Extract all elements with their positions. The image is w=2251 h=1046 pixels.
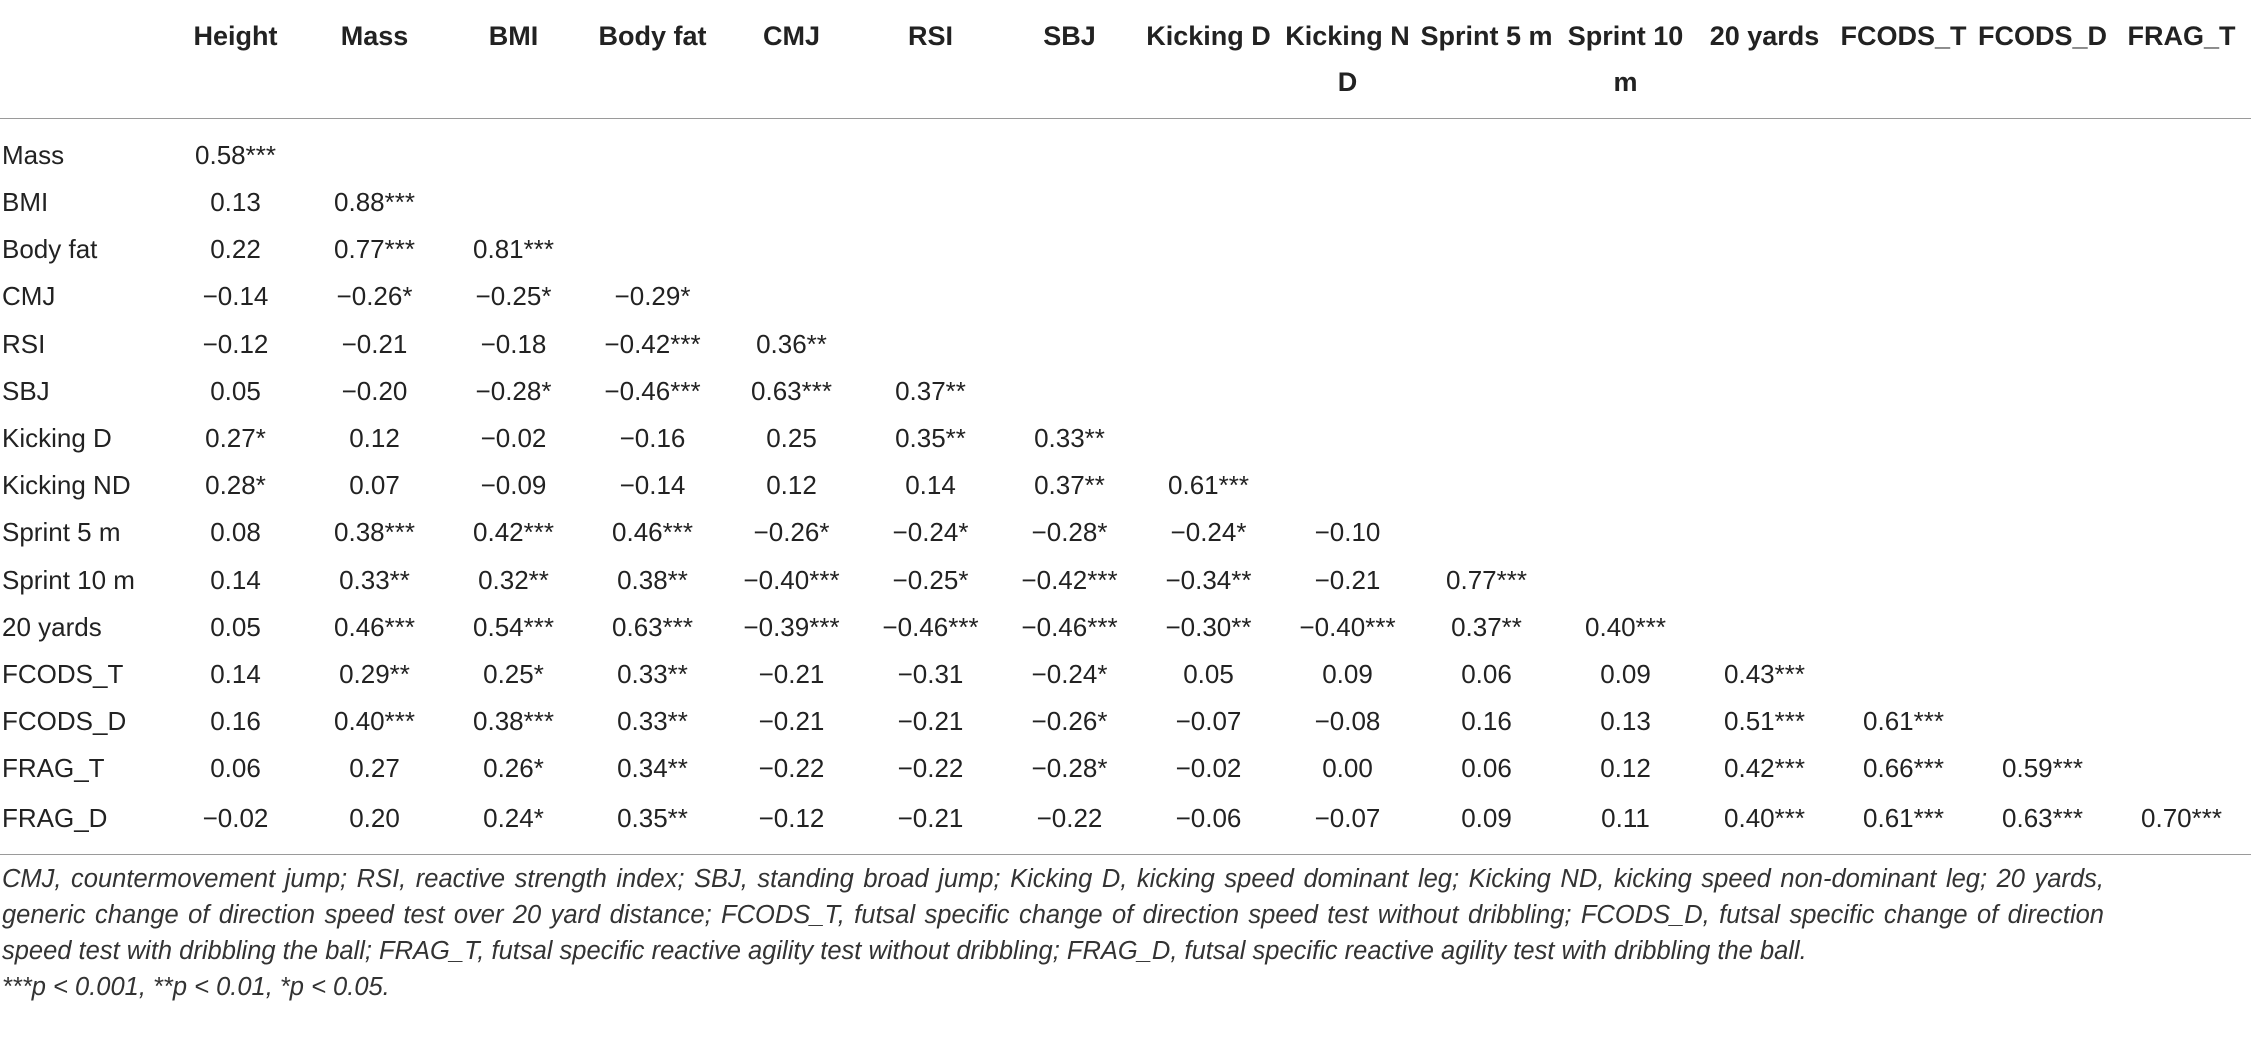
correlation-cell: 0.00 [1322, 753, 1373, 784]
column-header [1139, 0, 1278, 119]
row-label: Sprint 10 m [2, 564, 135, 595]
correlation-cell: −0.22 [1000, 792, 1139, 855]
column-header [1834, 0, 1973, 119]
correlation-cell [1973, 604, 2112, 651]
correlation-cell [861, 226, 1000, 273]
correlation-cell [1278, 273, 1417, 320]
correlation-cell: 0.38** [617, 564, 688, 595]
correlation-cell [1417, 368, 1556, 415]
correlation-cell [1556, 273, 1695, 320]
row-label: 20 yards [2, 611, 102, 642]
correlation-cell [1556, 226, 1695, 273]
correlation-cell [1834, 604, 1973, 651]
correlation-cell [1973, 462, 2112, 509]
correlation-cell [2112, 368, 2251, 415]
correlation-cell: −0.28* [475, 375, 552, 406]
correlation-cell: −0.42*** [1021, 564, 1118, 595]
correlation-cell [1695, 368, 1834, 415]
correlation-cell: −0.46*** [1021, 611, 1118, 642]
correlation-cell [2112, 321, 2251, 368]
correlation-cell [722, 273, 861, 320]
correlation-cell: 0.22 [210, 234, 261, 265]
column-header-label: Kicking ND [1285, 21, 1410, 97]
correlation-cell: 0.88*** [334, 187, 415, 218]
correlation-cell: −0.06 [1139, 792, 1278, 855]
correlation-cell: −0.02 [166, 792, 305, 855]
column-header [1695, 0, 1834, 119]
row-label: FCODS_T [2, 658, 124, 689]
correlation-cell [1278, 415, 1417, 462]
correlation-cell: −0.21 [758, 706, 825, 737]
row-label: RSI [2, 328, 46, 359]
correlation-cell [1417, 226, 1556, 273]
correlation-cell: 0.25 [766, 423, 817, 454]
correlation-cell [1973, 557, 2112, 604]
correlation-cell: 0.13 [210, 187, 261, 218]
correlation-cell: −0.46*** [604, 375, 701, 406]
row-label: FRAG_T [2, 753, 105, 784]
row-label: Mass [2, 139, 65, 170]
correlation-cell: 0.77*** [1446, 564, 1527, 595]
correlation-cell [444, 179, 583, 226]
correlation-cell: 0.54*** [473, 611, 554, 642]
column-header-label: FCODS_T [1840, 21, 1967, 51]
correlation-cell: 0.09 [1600, 658, 1651, 689]
table-row [0, 745, 2251, 792]
correlation-cell [1278, 462, 1417, 509]
correlation-cell [2112, 698, 2251, 745]
correlation-cell: 0.13 [1600, 706, 1651, 737]
correlation-cell: 0.20 [305, 792, 444, 855]
correlation-cell: −0.21 [758, 658, 825, 689]
correlation-cell [1834, 273, 1973, 320]
correlation-cell: −0.28* [1031, 517, 1108, 548]
correlation-cell [1556, 179, 1695, 226]
correlation-cell [1834, 226, 1973, 273]
column-header-label: 20 yards [1709, 21, 1820, 51]
correlation-cell: −0.21 [1314, 564, 1381, 595]
column-header-label: Sprint 5 m [1420, 21, 1553, 51]
correlation-cell: 0.32** [478, 564, 549, 595]
correlation-cell: 0.51*** [1724, 706, 1805, 737]
correlation-cell: 0.37** [1451, 611, 1522, 642]
column-header [1278, 0, 1417, 119]
correlation-cell: −0.42*** [604, 328, 701, 359]
correlation-cell [1556, 462, 1695, 509]
correlation-cell: 0.66*** [1863, 753, 1944, 784]
correlation-cell: 0.33** [339, 564, 410, 595]
column-header [2112, 0, 2251, 119]
table-row [0, 792, 2251, 855]
correlation-cell [305, 119, 444, 180]
correlation-cell: 0.14 [210, 564, 261, 595]
correlation-cell [2112, 604, 2251, 651]
correlation-cell: 0.06 [210, 753, 261, 784]
correlation-cell: 0.33** [1034, 423, 1105, 454]
correlation-cell: 0.70*** [2112, 792, 2251, 855]
correlation-cell: 0.25* [483, 658, 544, 689]
correlation-cell [1695, 509, 1834, 556]
correlation-cell [1834, 368, 1973, 415]
correlation-cell [1834, 509, 1973, 556]
correlation-cell: −0.21 [861, 792, 1000, 855]
correlation-cell [1139, 321, 1278, 368]
table-row [0, 698, 2251, 745]
correlation-cell [1695, 415, 1834, 462]
correlation-cell: −0.10 [1314, 517, 1381, 548]
correlation-cell [1000, 273, 1139, 320]
correlation-cell: −0.25* [475, 281, 552, 312]
column-header-label: SBJ [1043, 21, 1096, 51]
correlation-cell [861, 321, 1000, 368]
correlation-cell [2112, 509, 2251, 556]
correlation-cell: −0.40*** [1299, 611, 1396, 642]
correlation-cell: 0.38*** [334, 517, 415, 548]
correlation-cell: 0.26* [483, 753, 544, 784]
correlation-cell: 0.16 [1461, 706, 1512, 737]
correlation-cell: −0.28* [1031, 753, 1108, 784]
correlation-cell: 0.63*** [751, 375, 832, 406]
correlation-cell: 0.35** [583, 792, 722, 855]
correlation-cell: 0.63*** [612, 611, 693, 642]
table-footnotes [2, 861, 2104, 1005]
row-label: BMI [2, 187, 49, 218]
correlation-cell: 0.24* [444, 792, 583, 855]
correlation-cell [1556, 509, 1695, 556]
column-header [583, 0, 722, 119]
correlation-cell: −0.14 [619, 470, 686, 501]
correlation-cell [2112, 415, 2251, 462]
correlation-cell: 0.12 [1600, 753, 1651, 784]
correlation-cell: 0.46*** [612, 517, 693, 548]
correlation-cell [1278, 119, 1417, 180]
correlation-cell [1556, 415, 1695, 462]
row-label: Kicking D [2, 423, 112, 454]
correlation-cell: 0.81*** [473, 234, 554, 265]
correlation-cell: 0.38*** [473, 706, 554, 737]
correlation-cell [1973, 226, 2112, 273]
correlation-cell [1695, 119, 1834, 180]
correlation-cell [1000, 119, 1139, 180]
correlation-cell [1139, 226, 1278, 273]
correlation-cell: 0.59*** [2002, 753, 2083, 784]
correlation-cell [1695, 557, 1834, 604]
correlation-cell [2112, 179, 2251, 226]
column-header-label: BMI [488, 21, 539, 51]
correlation-cell [1973, 179, 2112, 226]
column-header-label: RSI [907, 21, 953, 51]
correlation-cell: 0.06 [1461, 753, 1512, 784]
table-row [0, 179, 2251, 226]
correlation-cell [1973, 119, 2112, 180]
correlation-cell [2112, 273, 2251, 320]
correlation-cell [583, 226, 722, 273]
correlation-cell: 0.29** [339, 658, 410, 689]
correlation-cell: −0.02 [1175, 753, 1242, 784]
correlation-cell [1834, 462, 1973, 509]
correlation-cell: 0.35** [895, 423, 966, 454]
correlation-cell [1139, 273, 1278, 320]
correlation-cell: −0.20 [341, 375, 408, 406]
correlation-cell: −0.34** [1165, 564, 1252, 595]
correlation-cell: −0.21 [341, 328, 408, 359]
table-row [0, 651, 2251, 698]
correlation-cell: 0.37** [1034, 470, 1105, 501]
correlation-cell: 0.40*** [1585, 611, 1666, 642]
correlation-cell: 0.05 [210, 375, 261, 406]
correlation-cell [722, 179, 861, 226]
correlation-cell: 0.09 [1417, 792, 1556, 855]
correlation-cell [1139, 179, 1278, 226]
correlation-cell [722, 226, 861, 273]
correlation-cell: −0.08 [1314, 706, 1381, 737]
correlation-cell: −0.24* [1031, 658, 1108, 689]
correlation-cell [1556, 368, 1695, 415]
correlation-cell: 0.63*** [1973, 792, 2112, 855]
correlation-cell: 0.46*** [334, 611, 415, 642]
correlation-cell [1556, 119, 1695, 180]
correlation-cell [1139, 415, 1278, 462]
column-header [1556, 0, 1695, 119]
correlation-cell: −0.22 [758, 753, 825, 784]
correlation-cell [1973, 368, 2112, 415]
correlation-cell: −0.21 [897, 706, 964, 737]
correlation-cell: 0.05 [1183, 658, 1234, 689]
table-body [0, 119, 2251, 855]
correlation-cell [1556, 321, 1695, 368]
correlation-cell: −0.29* [614, 281, 691, 312]
header-corner-cell [0, 0, 166, 119]
correlation-cell [1417, 415, 1556, 462]
row-label: Kicking ND [2, 470, 131, 501]
correlation-cell: −0.46*** [882, 611, 979, 642]
correlation-cell: −0.07 [1278, 792, 1417, 855]
correlation-cell: −0.26* [753, 517, 830, 548]
correlation-cell: 0.42*** [1724, 753, 1805, 784]
correlation-cell [1417, 119, 1556, 180]
abbreviation-note: CMJ, countermovement jump; RSI, reactive strength index; SBJ, standing broad jump; Kicking D, kicking speed dominant leg; Kicking ND, kicking speed non-dominant leg; 20 yards, generic change of direction speed test over 20 yard distance; FCODS_T, futsal specific change of direction speed test without dribbling; FCODS_D, futsal specific change of direction speed test with dribbling the ball; FRAG_T, futsal specific reactive agility test without dribbling; FRAG_D, futsal specific reactive agility test with dribbling the ball. [2, 865, 2104, 965]
correlation-cell [1556, 557, 1695, 604]
correlation-cell: −0.40*** [743, 564, 840, 595]
correlation-cell: 0.28* [205, 470, 266, 501]
column-header-label: FCODS_D [1977, 21, 2107, 51]
correlation-cell: 0.61*** [1834, 792, 1973, 855]
correlation-cell [1973, 415, 2112, 462]
column-header [444, 0, 583, 119]
correlation-cell [1834, 415, 1973, 462]
correlation-cell [444, 119, 583, 180]
correlation-cell: 0.14 [905, 470, 956, 501]
correlation-cell [2112, 557, 2251, 604]
column-header [722, 0, 861, 119]
correlation-cell [1417, 462, 1556, 509]
correlation-cell [1000, 179, 1139, 226]
correlation-cell [583, 119, 722, 180]
row-label: Body fat [2, 234, 98, 265]
correlation-cell: 0.27* [205, 423, 266, 454]
correlation-cell: 0.36** [756, 328, 827, 359]
correlation-cell [2112, 651, 2251, 698]
correlation-cell: −0.24* [1170, 517, 1247, 548]
correlation-cell [2112, 226, 2251, 273]
correlation-cell [1417, 321, 1556, 368]
correlation-cell [1417, 273, 1556, 320]
correlation-cell [1695, 462, 1834, 509]
correlation-cell [2112, 745, 2251, 792]
correlation-cell [1000, 226, 1139, 273]
column-header [1417, 0, 1556, 119]
table-row [0, 368, 2251, 415]
correlation-cell: 0.43*** [1724, 658, 1805, 689]
correlation-cell [1695, 604, 1834, 651]
correlation-cell [1139, 368, 1278, 415]
correlation-cell: 0.12 [349, 423, 400, 454]
correlation-cell: 0.40*** [334, 706, 415, 737]
column-header-label: Mass [340, 21, 409, 51]
column-header-label: FRAG_T [2127, 21, 2236, 51]
correlation-cell: −0.09 [480, 470, 547, 501]
correlation-cell [1834, 321, 1973, 368]
table-row [0, 415, 2251, 462]
correlation-cell [722, 119, 861, 180]
correlation-cell [1695, 273, 1834, 320]
table-row [0, 226, 2251, 273]
correlation-cell: 0.61*** [1168, 470, 1249, 501]
correlation-cell: 0.09 [1322, 658, 1373, 689]
correlation-cell [1973, 698, 2112, 745]
correlation-cell: 0.37** [895, 375, 966, 406]
correlation-cell [1278, 179, 1417, 226]
table-row [0, 119, 2251, 180]
correlation-cell: −0.31 [897, 658, 964, 689]
column-header [861, 0, 1000, 119]
correlation-cell [1278, 321, 1417, 368]
correlation-cell: −0.16 [619, 423, 686, 454]
correlation-cell: 0.77*** [334, 234, 415, 265]
row-label: FRAG_D [0, 792, 166, 855]
correlation-cell: 0.40*** [1695, 792, 1834, 855]
column-header-label: Height [193, 21, 278, 51]
correlation-cell [1695, 179, 1834, 226]
correlation-cell: 0.08 [210, 517, 261, 548]
correlation-cell [1973, 273, 2112, 320]
correlation-cell: −0.02 [480, 423, 547, 454]
table-row [0, 462, 2251, 509]
correlation-cell: 0.07 [349, 470, 400, 501]
correlation-cell: 0.58*** [195, 139, 276, 170]
correlation-cell [1834, 557, 1973, 604]
column-header [305, 0, 444, 119]
table-row [0, 604, 2251, 651]
correlation-cell: 0.16 [210, 706, 261, 737]
column-header [166, 0, 305, 119]
correlation-cell [861, 119, 1000, 180]
row-label: CMJ [2, 281, 56, 312]
row-label: SBJ [2, 375, 50, 406]
row-label: Sprint 5 m [2, 517, 121, 548]
correlation-cell: 0.14 [210, 658, 261, 689]
correlation-cell [1695, 226, 1834, 273]
correlation-cell [1973, 651, 2112, 698]
correlation-cell [1834, 119, 1973, 180]
correlation-cell: 0.42*** [473, 517, 554, 548]
correlation-cell [1000, 368, 1139, 415]
correlation-cell [1973, 509, 2112, 556]
row-label: FCODS_D [2, 706, 127, 737]
correlation-cell: 0.61*** [1863, 706, 1944, 737]
correlation-cell: −0.24* [892, 517, 969, 548]
correlation-cell: 0.34** [617, 753, 688, 784]
column-header-label: Kicking D [1146, 21, 1271, 51]
correlation-cell: −0.39*** [743, 611, 840, 642]
correlation-cell [1278, 226, 1417, 273]
correlation-cell: 0.11 [1556, 792, 1695, 855]
correlation-cell: −0.07 [1175, 706, 1242, 737]
correlation-cell: 0.33** [617, 658, 688, 689]
correlation-cell: 0.33** [617, 706, 688, 737]
correlation-cell [861, 179, 1000, 226]
correlation-cell: 0.27 [349, 753, 400, 784]
correlation-cell: −0.18 [480, 328, 547, 359]
correlation-cell [2112, 462, 2251, 509]
table-row [0, 321, 2251, 368]
correlation-cell [1139, 119, 1278, 180]
correlation-cell [1417, 179, 1556, 226]
table-row [0, 273, 2251, 320]
correlation-cell [1834, 651, 1973, 698]
correlation-cell: 0.05 [210, 611, 261, 642]
correlation-cell [1278, 368, 1417, 415]
significance-note: ***p < 0.001, **p < 0.01, *p < 0.05. [2, 973, 390, 1001]
correlation-cell [1695, 321, 1834, 368]
column-header [1000, 0, 1139, 119]
table-header-row [0, 0, 2251, 119]
column-header [1973, 0, 2112, 119]
correlation-cell [861, 273, 1000, 320]
table-row [0, 509, 2251, 556]
correlation-cell: −0.12 [722, 792, 861, 855]
correlation-cell: −0.12 [202, 328, 269, 359]
correlation-cell [1000, 321, 1139, 368]
correlation-cell: 0.12 [766, 470, 817, 501]
correlation-cell: 0.06 [1461, 658, 1512, 689]
correlation-cell: −0.26* [1031, 706, 1108, 737]
column-header-label: Sprint 10 m [1567, 21, 1684, 97]
correlation-cell [1834, 179, 1973, 226]
correlation-cell [583, 179, 722, 226]
correlation-cell: −0.25* [892, 564, 969, 595]
column-header-label: Body fat [598, 21, 707, 51]
correlation-cell [1417, 509, 1556, 556]
correlation-cell [2112, 119, 2251, 180]
correlation-cell: −0.26* [336, 281, 413, 312]
correlation-cell [1973, 321, 2112, 368]
table-row [0, 557, 2251, 604]
correlation-cell: −0.14 [202, 281, 269, 312]
column-header-label: CMJ [762, 21, 820, 51]
correlation-cell: −0.22 [897, 753, 964, 784]
correlation-cell: −0.30** [1165, 611, 1252, 642]
